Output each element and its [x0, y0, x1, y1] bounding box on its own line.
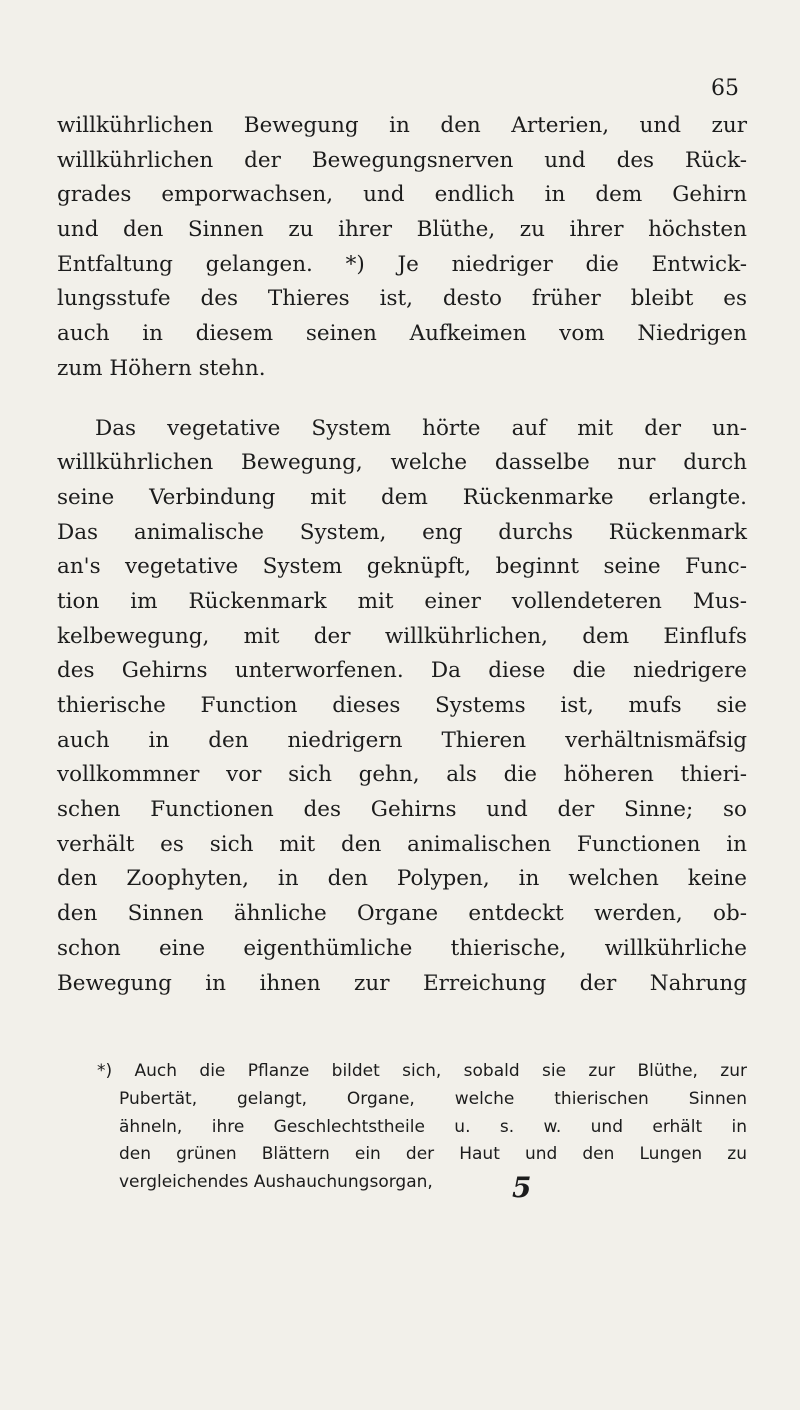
text-line: tion im Rückenmark mit einer vollendeteren Mus- — [57, 588, 747, 614]
text-line: seine Verbindung mit dem Rückenmarke erlangte. — [57, 484, 747, 510]
text-line: den Sinnen ähnliche Organe entdeckt werden, ob- — [57, 901, 747, 927]
text-line: auch in diesem seinen Aufkeimen vom Niedrigen — [57, 321, 747, 347]
footnote-line: *) Auch die Pflanze bildet sich, sobald sie zur Blüthe, zur — [97, 1061, 747, 1081]
text-line: Das animalische System, eng durchs Rückenmark — [57, 519, 747, 545]
paragraph-gap — [57, 387, 747, 412]
text-line: Entfaltung gelangen. *) Je niedriger die Entwick- — [57, 251, 747, 277]
text-line: willkührlichen Bewegung in den Arterien, und zur — [57, 113, 747, 138]
text-line: kelbewegung, mit der willkührlichen, dem Einflufs — [57, 623, 747, 649]
text-line: grades emporwachsen, und endlich in dem Gehirn — [57, 182, 747, 208]
text-line: an's vegetative System geknüpft, beginnt seine Func- — [57, 554, 747, 580]
text-line: Bewegung in ihnen zur Erreichung der Nahrung — [57, 970, 747, 996]
text-line: Das vegetative System hörte auf mit der un- — [95, 415, 747, 441]
text-line: verhält es sich mit den animalischen Functionen in — [57, 831, 747, 857]
text-line: auch in den niedrigern Thieren verhältnismäfsig — [57, 727, 747, 753]
text-line: thierische Function dieses Systems ist, mufs sie — [57, 693, 747, 718]
text-line: willkührlichen der Bewegungsnerven und des Rück- — [57, 147, 747, 173]
footnote-line: Pubertät, gelangt, Organe, welche thierischen Sinnen — [119, 1088, 747, 1109]
page-number: 65 — [711, 76, 739, 101]
signature-mark: 5 — [512, 1171, 532, 1204]
text-line: vollkommner vor sich gehn, als die höheren thieri- — [57, 762, 747, 788]
footnote — [97, 1058, 747, 1197]
footnote-line: vergleichendes Aushauchungsorgan, — [119, 1172, 433, 1193]
body-text — [57, 109, 747, 1001]
text-line: des Gehirns unterworfenen. Da diese die niedrigere — [57, 658, 747, 684]
text-line: und den Sinnen zu ihrer Blüthe, zu ihrer höchsten — [57, 217, 747, 243]
text-line: lungsstufe des Thieres ist, desto früher bleibt es — [57, 286, 747, 312]
text-line: schon eine eigenthümliche thierische, willkührliche — [57, 935, 747, 961]
footnote-line: den grünen Blättern ein der Haut und den Lungen zu — [119, 1144, 747, 1165]
text-line: willkührlichen Bewegung, welche dasselbe nur durch — [57, 450, 747, 476]
text-line: schen Functionen des Gehirns und der Sinne; so — [57, 797, 747, 823]
footnote-line: ähneln, ihre Geschlechtstheile u. s. w. und erhält in — [119, 1116, 747, 1137]
text-line: zum Höhern stehn. — [57, 355, 266, 381]
text-line: den Zoophyten, in den Polypen, in welchen keine — [57, 866, 747, 892]
